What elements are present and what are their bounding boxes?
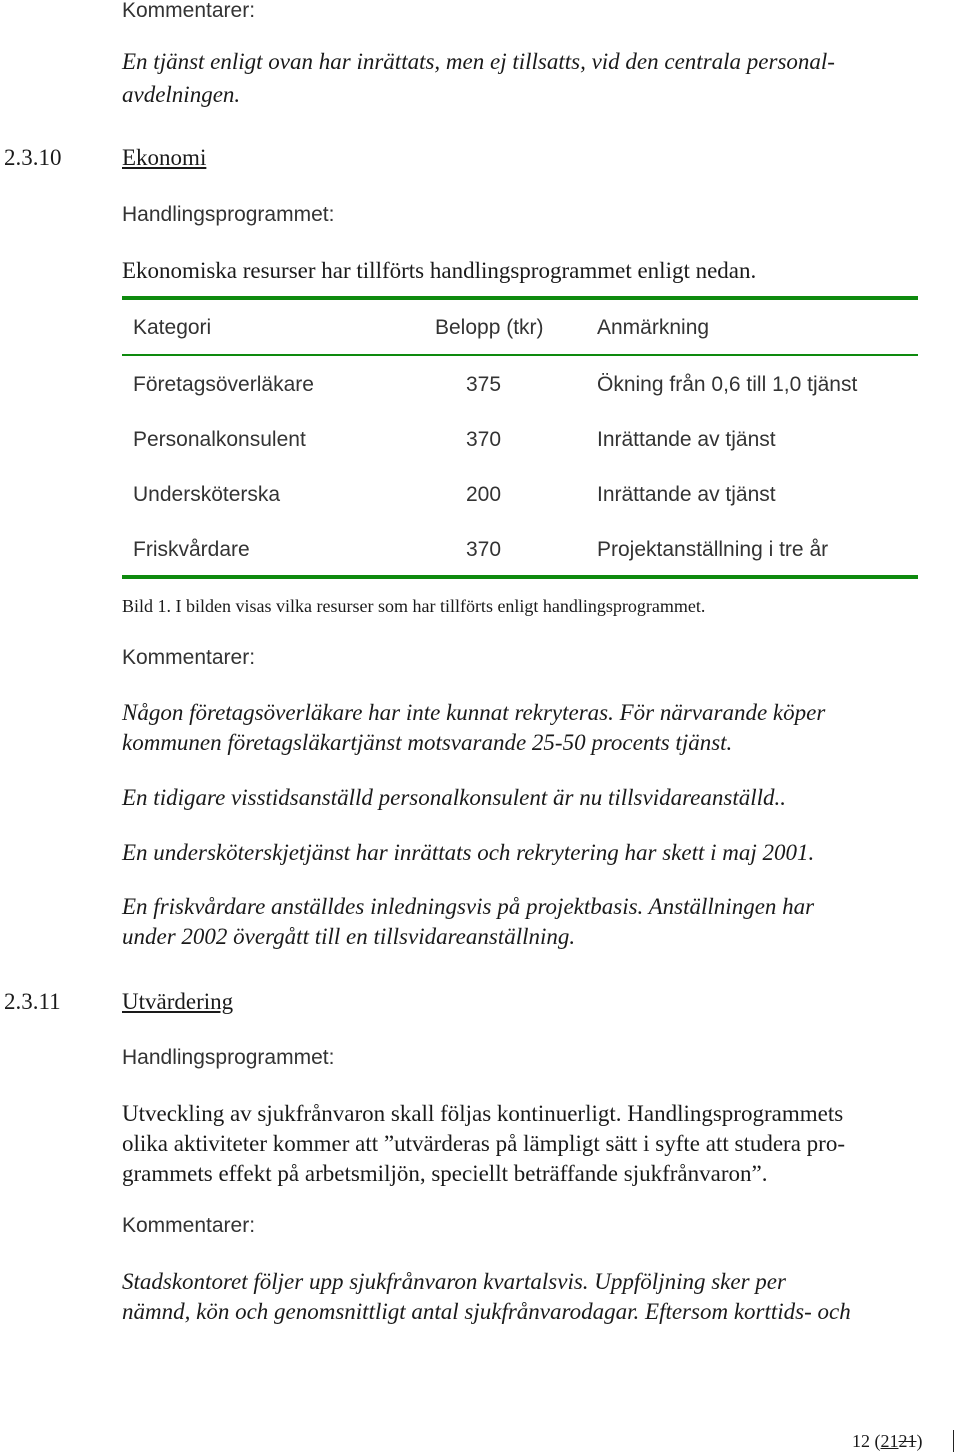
program-text: Ekonomiska resurser har tillförts handlingsprogrammet enligt nedan. bbox=[122, 258, 757, 283]
table-top-rule bbox=[122, 296, 918, 300]
section-title: Utvärdering bbox=[122, 989, 234, 1014]
table-cell-anmarkning: Ökning från 0,6 till 1,0 tjänst bbox=[597, 373, 858, 396]
page-number bbox=[852, 1431, 923, 1452]
table-cell-belopp: 375 bbox=[466, 373, 502, 396]
section-number: 2.3.10 bbox=[4, 145, 62, 170]
page-total-old: 21 bbox=[898, 1431, 917, 1451]
comment-text-line: nämnd, kön och genomsnittligt antal sjukfrånvarodagar. Eftersom korttids- och bbox=[122, 1299, 851, 1324]
comment-text-line: En tidigare visstidsanställd personalkonsulent är nu tillsvidareanställd.. bbox=[122, 785, 787, 810]
table-cell-belopp: 370 bbox=[466, 538, 502, 561]
table-caption: Bild 1. I bilden visas vilka resurser som har tillförts enligt handlingsprogrammet. bbox=[122, 596, 706, 616]
table-cell-anmarkning: Inrättande av tjänst bbox=[597, 428, 776, 451]
comment-label: Kommentarer: bbox=[122, 0, 256, 22]
change-bar bbox=[953, 1430, 954, 1452]
page-current: 12 bbox=[852, 1431, 870, 1451]
comment-text-line: avdelningen. bbox=[122, 82, 241, 107]
table-cell-kategori: Friskvårdare bbox=[133, 538, 250, 561]
program-text-line: olika aktiviteter kommer att ”utvärderas på lämpligt sätt i syfte att studera pro- bbox=[122, 1131, 845, 1156]
comment-label: Kommentarer: bbox=[122, 1214, 256, 1237]
comment-text-line: under 2002 övergått till en tillsvidareanställning. bbox=[122, 924, 576, 949]
table-bottom-rule bbox=[122, 575, 918, 579]
table-header-rule bbox=[122, 354, 918, 356]
section-title: Ekonomi bbox=[122, 145, 207, 170]
page-close-paren: ) bbox=[916, 1431, 923, 1451]
page-total-new: 21 bbox=[880, 1431, 899, 1451]
program-text-line: Utveckling av sjukfrånvaron skall följas kontinuerligt. Handlingsprogrammets bbox=[122, 1101, 844, 1126]
table-cell-anmarkning: Projektanställning i tre år bbox=[597, 538, 829, 561]
program-label: Handlingsprogrammet: bbox=[122, 203, 335, 226]
comment-text-line: En undersköterskjetjänst har inrättats och rekrytering har skett i maj 2001. bbox=[122, 840, 815, 865]
comment-text-line: En friskvårdare anställdes inledningsvis på projektbasis. Anställningen har bbox=[122, 894, 815, 919]
table-cell-belopp: 370 bbox=[466, 428, 502, 451]
table-cell-kategori: Företagsöverläkare bbox=[133, 373, 314, 396]
comment-text-line: En tjänst enligt ovan har inrättats, men ej tillsatts, vid den centrala personal- bbox=[122, 49, 835, 74]
table-cell-kategori: Personalkonsulent bbox=[133, 428, 306, 451]
comment-text-line: kommunen företagsläkartjänst motsvarande 25-50 procents tjänst. bbox=[122, 730, 733, 755]
table-cell-belopp: 200 bbox=[466, 483, 502, 506]
table-cell-anmarkning: Inrättande av tjänst bbox=[597, 483, 776, 506]
program-text-line: grammets effekt på arbetsmiljön, speciellt beträffande sjukfrånvaron”. bbox=[122, 1161, 768, 1186]
section-number: 2.3.11 bbox=[4, 989, 61, 1014]
program-label: Handlingsprogrammet: bbox=[122, 1046, 335, 1069]
page-open-paren: ( bbox=[874, 1431, 881, 1451]
table-header-belopp: Belopp (tkr) bbox=[435, 316, 544, 339]
comment-text-line: Stadskontoret följer upp sjukfrånvaron kvartalsvis. Uppföljning sker per bbox=[122, 1269, 786, 1294]
table-header-anmarkning: Anmärkning bbox=[597, 316, 710, 339]
table-cell-kategori: Undersköterska bbox=[133, 483, 281, 506]
comment-label: Kommentarer: bbox=[122, 646, 256, 669]
table-header-kategori: Kategori bbox=[133, 316, 212, 339]
comment-text-line: Någon företagsöverläkare har inte kunnat rekryteras. För närvarande köper bbox=[122, 700, 826, 725]
